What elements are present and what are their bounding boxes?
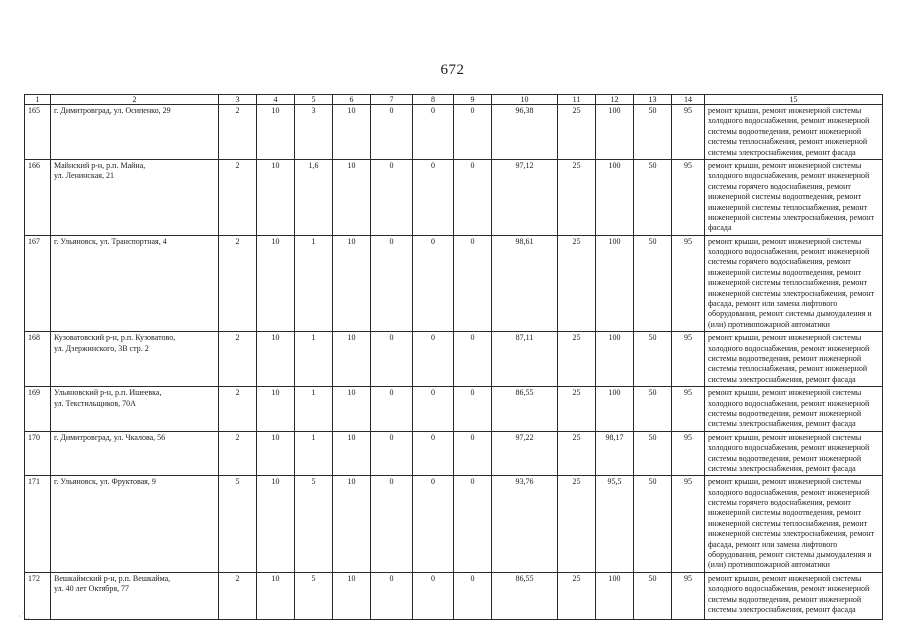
value-cell-c12: 100	[596, 572, 634, 619]
value-cell-c10: 98,61	[492, 235, 558, 332]
table-row	[25, 105, 883, 160]
value-cell-c6: 10	[333, 431, 371, 476]
row-number: 167	[25, 235, 51, 332]
value-cell-c14: 95	[672, 572, 705, 619]
works-cell	[705, 476, 883, 573]
address-cell	[51, 431, 219, 476]
address-line: г. Димитровград, ул. Чкалова, 56	[54, 432, 166, 442]
value-cell-c5: 1	[295, 387, 333, 432]
value-cell-c5: 3	[295, 105, 333, 160]
column-header: 7	[371, 95, 413, 105]
works-line: холодного водоснабжения, ремонт инженерной	[708, 116, 870, 126]
works-cell	[705, 235, 883, 332]
works-line: ремонт крыши, ремонт инженерной системы	[708, 432, 862, 442]
table-row	[25, 572, 883, 619]
works-line: системы горячего водоснабжения, ремонт	[708, 498, 851, 508]
value-cell-c3: 2	[219, 387, 257, 432]
column-header: 14	[672, 95, 705, 105]
value-cell-c9: 0	[454, 159, 492, 235]
address-line: Кузоватовский р-н, р.п. Кузоватово,	[54, 333, 176, 343]
table-row	[25, 159, 883, 235]
table-row	[25, 332, 883, 387]
value-cell-c9: 0	[454, 476, 492, 573]
value-cell-c14: 95	[672, 387, 705, 432]
page-number: 672	[440, 62, 465, 78]
works-line: инженерной системы электроснабжения, ремонт	[708, 212, 875, 222]
value-cell-c14: 95	[672, 431, 705, 476]
value-cell-c14: 95	[672, 476, 705, 573]
address-line: г. Димитровград, ул. Осипенко, 29	[54, 106, 171, 115]
works-line: холодного водоснабжения, ремонт инженерной	[708, 247, 870, 257]
table-body	[25, 95, 883, 620]
works-line: системы электроснабжения, ремонт фасада	[708, 463, 856, 473]
works-cell	[705, 387, 883, 432]
value-cell-c9: 0	[454, 105, 492, 160]
value-cell-c12: 100	[596, 332, 634, 387]
value-cell-c10: 96,38	[492, 105, 558, 160]
works-line: системы электроснабжения, ремонт фасада	[708, 604, 856, 614]
works-line: системы электроснабжения, ремонт фасада	[708, 374, 856, 384]
value-cell-c3: 2	[219, 431, 257, 476]
value-cell-c9: 0	[454, 387, 492, 432]
address-line: ул. Ленинская, 21	[54, 171, 114, 181]
value-cell-c9: 0	[454, 572, 492, 619]
address-line: Вешкаймский р-н, р.п. Вешкайма,	[54, 573, 171, 583]
works-line: системы водоотведения, ремонт инженерной	[708, 353, 862, 363]
value-cell-c10: 87,11	[492, 332, 558, 387]
value-cell-c7: 0	[371, 431, 413, 476]
row-number: 172	[25, 572, 51, 619]
column-header: 8	[413, 95, 454, 105]
works-line: ремонт крыши, ремонт инженерной системы	[708, 573, 862, 583]
works-line: ремонт крыши, ремонт инженерной системы	[708, 160, 862, 170]
column-header: 2	[51, 95, 219, 105]
works-line: ремонт крыши, ремонт инженерной системы	[708, 106, 862, 115]
value-cell-c7: 0	[371, 235, 413, 332]
value-cell-c10: 97,12	[492, 159, 558, 235]
value-cell-c11: 25	[558, 572, 596, 619]
works-line: оборудования, ремонт системы дымоудаления и	[708, 309, 872, 319]
row-number: 169	[25, 387, 51, 432]
value-cell-c4: 10	[257, 387, 295, 432]
value-cell-c10: 86,55	[492, 387, 558, 432]
works-line: инженерной системы теплоснабжения, ремонт	[708, 518, 868, 528]
value-cell-c14: 95	[672, 235, 705, 332]
value-cell-c11: 25	[558, 387, 596, 432]
value-cell-c8: 0	[413, 476, 454, 573]
value-cell-c6: 10	[333, 235, 371, 332]
works-cell	[705, 431, 883, 476]
column-header: 13	[634, 95, 672, 105]
row-number: 170	[25, 431, 51, 476]
value-cell-c8: 0	[413, 387, 454, 432]
works-line: ремонт крыши, ремонт инженерной системы	[708, 236, 862, 246]
works-line: инженерной системы теплоснабжения, ремонт	[708, 278, 868, 288]
value-cell-c10: 93,76	[492, 476, 558, 573]
address-cell	[51, 159, 219, 235]
address-cell	[51, 387, 219, 432]
value-cell-c8: 0	[413, 572, 454, 619]
value-cell-c11: 25	[558, 159, 596, 235]
works-line: системы теплоснабжения, ремонт инженерной	[708, 364, 868, 374]
value-cell-c12: 100	[596, 387, 634, 432]
value-cell-c5: 1	[295, 332, 333, 387]
value-cell-c13: 50	[634, 105, 672, 160]
address-line: ул. Дзержинского, 3В стр. 2	[54, 343, 149, 353]
table-row	[25, 387, 883, 432]
value-cell-c8: 0	[413, 159, 454, 235]
works-line: системы горячего водоснабжения, ремонт	[708, 257, 851, 267]
address-cell	[51, 235, 219, 332]
works-line: инженерной системы электроснабжения, ремонт	[708, 288, 875, 298]
works-line: холодного водоснабжения, ремонт инженерной	[708, 584, 870, 594]
value-cell-c12: 95,5	[596, 476, 634, 573]
works-line: системы электроснабжения, ремонт фасада	[708, 147, 856, 157]
value-cell-c4: 10	[257, 159, 295, 235]
value-cell-c7: 0	[371, 159, 413, 235]
column-header: 4	[257, 95, 295, 105]
works-line: холодного водоснабжения, ремонт инженерной	[708, 487, 870, 497]
value-cell-c12: 100	[596, 159, 634, 235]
works-line: системы электроснабжения, ремонт фасада	[708, 419, 856, 429]
value-cell-c3: 2	[219, 572, 257, 619]
column-header-row	[25, 95, 883, 105]
value-cell-c12: 98,17	[596, 431, 634, 476]
value-cell-c5: 5	[295, 476, 333, 573]
works-line: фасада	[708, 223, 732, 233]
address-line: Майнский р-н, р.п. Майна,	[54, 160, 146, 170]
value-cell-c11: 25	[558, 105, 596, 160]
value-cell-c7: 0	[371, 105, 413, 160]
row-number: 168	[25, 332, 51, 387]
value-cell-c9: 0	[454, 332, 492, 387]
value-cell-c7: 0	[371, 572, 413, 619]
value-cell-c3: 2	[219, 105, 257, 160]
works-line: системы водоотведения, ремонт инженерной	[708, 453, 862, 463]
works-line: системы теплоснабжения, ремонт инженерной	[708, 137, 868, 147]
works-line: ремонт крыши, ремонт инженерной системы	[708, 333, 862, 343]
value-cell-c13: 50	[634, 476, 672, 573]
value-cell-c4: 10	[257, 572, 295, 619]
value-cell-c4: 10	[257, 431, 295, 476]
address-line: ул. Текстильщиков, 70А	[54, 398, 136, 408]
column-header: 3	[219, 95, 257, 105]
value-cell-c7: 0	[371, 332, 413, 387]
address-cell	[51, 572, 219, 619]
works-line: холодного водоснабжения, ремонт инженерной	[708, 343, 870, 353]
value-cell-c5: 5	[295, 572, 333, 619]
works-line: системы водоотведения, ремонт инженерной	[708, 594, 862, 604]
value-cell-c4: 10	[257, 332, 295, 387]
value-cell-c6: 10	[333, 387, 371, 432]
column-header: 11	[558, 95, 596, 105]
works-line: оборудования, ремонт системы дымоудаления и	[708, 550, 872, 560]
works-line: инженерной системы электроснабжения, ремонт	[708, 529, 875, 539]
works-line: инженерной системы водоотведения, ремонт	[708, 192, 862, 202]
address-cell	[51, 476, 219, 573]
address-line: Ульяновский р-н, р.п. Ишеевка,	[54, 388, 162, 398]
value-cell-c8: 0	[413, 235, 454, 332]
works-line: инженерной системы водоотведения, ремонт	[708, 508, 862, 518]
value-cell-c5: 1,6	[295, 159, 333, 235]
works-line: холодного водоснабжения, ремонт инженерной	[708, 171, 870, 181]
value-cell-c13: 50	[634, 332, 672, 387]
address-line: ул. 40 лет Октября, 77	[54, 584, 130, 594]
value-cell-c3: 5	[219, 476, 257, 573]
value-cell-c13: 50	[634, 235, 672, 332]
value-cell-c11: 25	[558, 476, 596, 573]
works-line: ремонт крыши, ремонт инженерной системы	[708, 388, 862, 398]
value-cell-c13: 50	[634, 431, 672, 476]
value-cell-c5: 1	[295, 235, 333, 332]
value-cell-c3: 2	[219, 235, 257, 332]
program-table	[24, 94, 883, 620]
column-header: 1	[25, 95, 51, 105]
column-header: 5	[295, 95, 333, 105]
row-number: 166	[25, 159, 51, 235]
works-line: системы горячего водоснабжения, ремонт	[708, 181, 851, 191]
value-cell-c6: 10	[333, 332, 371, 387]
value-cell-c3: 2	[219, 332, 257, 387]
works-line: фасада, ремонт или замена лифтового	[708, 299, 838, 309]
value-cell-c9: 0	[454, 235, 492, 332]
value-cell-c10: 97,22	[492, 431, 558, 476]
value-cell-c12: 100	[596, 235, 634, 332]
works-line: ремонт крыши, ремонт инженерной системы	[708, 477, 862, 487]
works-line: холодного водоснабжения, ремонт инженерной	[708, 398, 870, 408]
address-line: г. Ульяновск, ул. Фруктовая, 9	[54, 477, 156, 487]
address-cell	[51, 332, 219, 387]
row-number: 171	[25, 476, 51, 573]
value-cell-c10: 86,55	[492, 572, 558, 619]
value-cell-c8: 0	[413, 105, 454, 160]
column-header: 12	[596, 95, 634, 105]
works-line: инженерной системы теплоснабжения, ремонт	[708, 202, 868, 212]
scan-mark: ·˙‥	[18, 612, 30, 621]
value-cell-c5: 1	[295, 431, 333, 476]
works-cell	[705, 332, 883, 387]
works-cell	[705, 572, 883, 619]
works-line: фасада, ремонт или замена лифтового	[708, 539, 838, 549]
value-cell-c4: 10	[257, 105, 295, 160]
value-cell-c4: 10	[257, 476, 295, 573]
works-cell	[705, 105, 883, 160]
works-cell	[705, 159, 883, 235]
value-cell-c7: 0	[371, 387, 413, 432]
value-cell-c4: 10	[257, 235, 295, 332]
works-line: (или) противопожарной автоматики	[708, 560, 830, 570]
works-line: (или) противопожарной автоматики	[708, 319, 830, 329]
table-row	[25, 476, 883, 573]
value-cell-c6: 10	[333, 572, 371, 619]
value-cell-c13: 50	[634, 159, 672, 235]
value-cell-c6: 10	[333, 476, 371, 573]
works-line: инженерной системы водоотведения, ремонт	[708, 267, 862, 277]
value-cell-c8: 0	[413, 431, 454, 476]
column-header: 10	[492, 95, 558, 105]
value-cell-c14: 95	[672, 332, 705, 387]
value-cell-c13: 50	[634, 572, 672, 619]
value-cell-c9: 0	[454, 431, 492, 476]
value-cell-c11: 25	[558, 332, 596, 387]
address-cell	[51, 105, 219, 160]
value-cell-c6: 10	[333, 105, 371, 160]
value-cell-c11: 25	[558, 431, 596, 476]
value-cell-c14: 95	[672, 159, 705, 235]
value-cell-c8: 0	[413, 332, 454, 387]
value-cell-c7: 0	[371, 476, 413, 573]
works-line: холодного водоснабжения, ремонт инженерной	[708, 443, 870, 453]
column-header: 9	[454, 95, 492, 105]
column-header: 6	[333, 95, 371, 105]
works-line: системы водоотведения, ремонт инженерной	[708, 126, 862, 136]
works-line: системы водоотведения, ремонт инженерной	[708, 408, 862, 418]
value-cell-c13: 50	[634, 387, 672, 432]
table-row	[25, 235, 883, 332]
column-header: 15	[705, 95, 883, 105]
value-cell-c14: 95	[672, 105, 705, 160]
value-cell-c6: 10	[333, 159, 371, 235]
value-cell-c12: 100	[596, 105, 634, 160]
value-cell-c11: 25	[558, 235, 596, 332]
value-cell-c3: 2	[219, 159, 257, 235]
table-row	[25, 431, 883, 476]
address-line: г. Ульяновск, ул. Транспортная, 4	[54, 236, 167, 246]
row-number: 165	[25, 105, 51, 160]
